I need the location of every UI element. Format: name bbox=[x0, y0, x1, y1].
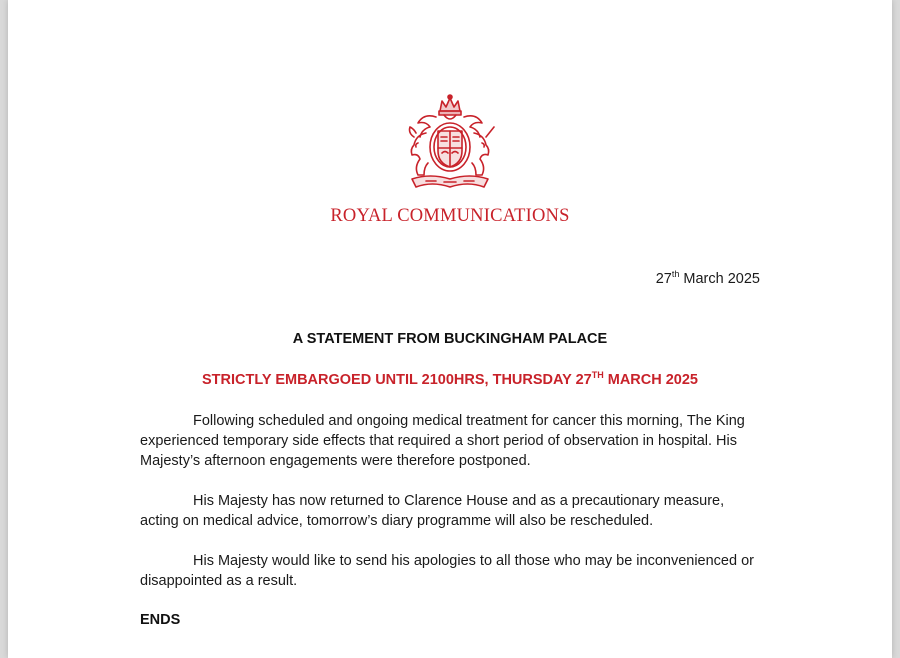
statement-paragraph-3: His Majesty would like to send his apologies to all those who may be inconvenienced or disappointed as a result. bbox=[140, 553, 754, 589]
embargo-suffix: TH bbox=[591, 370, 604, 380]
statement-paragraph-1: Following scheduled and ongoing medical treatment for cancer this morning, The King experienced temporary side effects that required a short period of observation in hospital. His Majesty’s afternoon engagements were therefore postponed. bbox=[140, 413, 745, 469]
ends-marker: ENDS bbox=[140, 612, 181, 628]
date-month-year: March 2025 bbox=[679, 271, 760, 287]
statement-date bbox=[656, 271, 760, 287]
embargo-month-year: MARCH 2025 bbox=[603, 372, 698, 388]
date-day: 27 bbox=[655, 271, 672, 287]
royal-coat-of-arms-icon bbox=[396, 93, 504, 193]
embargo-notice bbox=[0, 372, 900, 388]
statement-heading: A STATEMENT FROM BUCKINGHAM PALACE bbox=[292, 331, 608, 347]
organisation-name: ROYAL COMMUNICATIONS bbox=[330, 206, 570, 226]
embargo-text: STRICTLY EMBARGOED UNTIL 2100HRS, THURSDAY 27 bbox=[202, 372, 592, 388]
statement-paragraph-2: His Majesty has now returned to Clarence House and as a precautionary measure, acting on medical advice, tomorrow’s diary programme will also be rescheduled. bbox=[140, 493, 725, 529]
date-suffix: th bbox=[671, 269, 680, 279]
